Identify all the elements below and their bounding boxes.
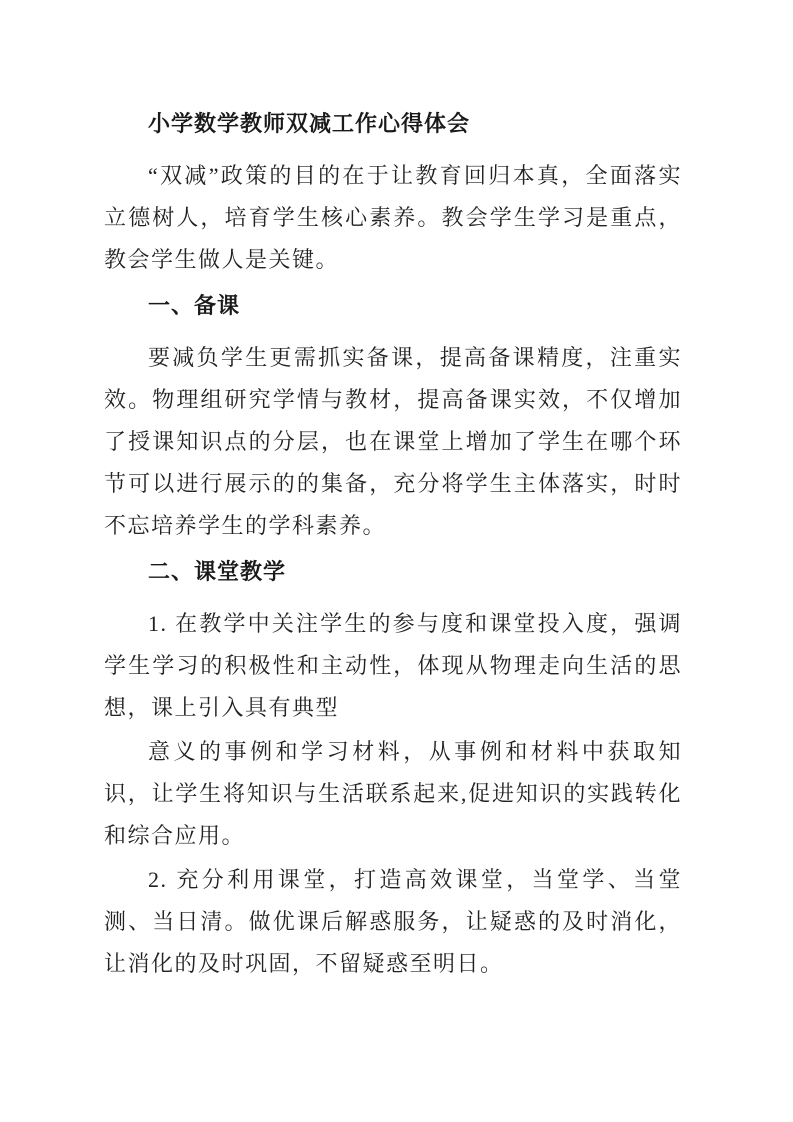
paragraph-lesson-preparation: 要减负学生更需抓实备课，提高备课精度，注重实效。物理组研究学情与教材，提高备课实效，不仅增加了授课知识点的分层，也在课堂上增加了学生在哪个环节可以进行展示的的集备，充分将学生主体落实，时时不忘培养学生的学科素养。 — [104, 345, 682, 538]
section-heading-lesson-preparation: 一、备课 — [148, 293, 241, 318]
section-heading-classroom-teaching: 二、课堂教学 — [148, 559, 287, 584]
paragraph-classroom-point-1-continued: 意义的事例和学习材料，从事例和材料中获取知识，让学生将知识与生活联系起来,促进知识的实践转化和综合应用。 — [104, 739, 682, 848]
document-title: 小学数学教师双减工作心得体会 — [148, 111, 471, 136]
document-content — [104, 103, 682, 985]
paragraph-classroom-point-1: 1. 在教学中关注学生的参与度和课堂投入度，强调学生学习的积极性和主动性，体现从物理走向生活的思想，课上引入具有典型 — [104, 611, 682, 720]
paragraph-classroom-point-2: 2. 充分利用课堂，打造高效课堂，当堂学、当堂测、当日清。做优课后解惑服务，让疑惑的及时消化，让消化的及时巩固，不留疑惑至明日。 — [104, 867, 682, 976]
paragraph-policy-intro: “双减”政策的目的在于让教育回归本真，全面落实立德树人，培育学生核心素养。教会学生学习是重点，教会学生做人是关键。 — [104, 163, 682, 272]
